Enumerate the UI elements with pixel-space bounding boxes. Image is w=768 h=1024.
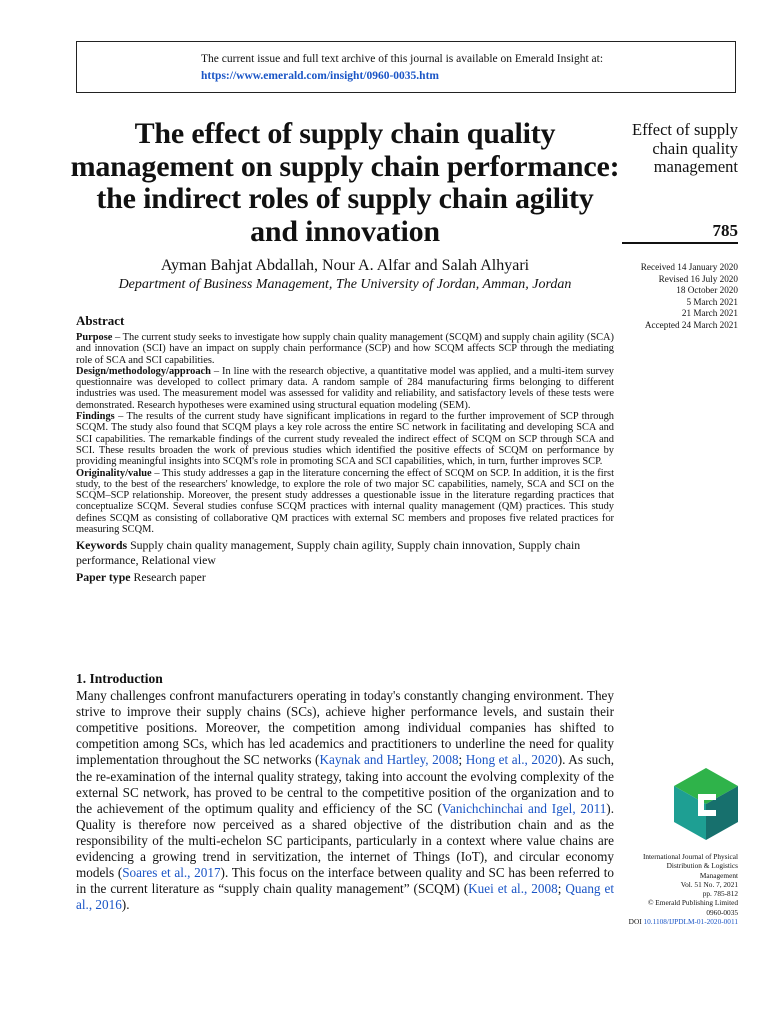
date-accepted: Accepted 24 March 2021 [644,319,738,330]
abstract-paper-type [76,570,614,585]
citation-link[interactable]: Quang et al., 2016 [76,881,615,913]
findings-text: – The results of the current study have significant implications in regard to the further improvement of SCP through SCQM. The study also found that SCQM plays a key role across the entire SC network in facilitating and developing SCA and SCI capabilities. The remarkable findings of the current study revealed the indirect effect of SCQM on SCP through SCA and SCI. These results broaden the work of previous studies which identified the positive effects of SCQM on performance by providing meaningful insights into SCQM's role in promoting SCA and SCI capabilities, which, in turn, further improves SCP. [76,411,614,468]
doi-link[interactable]: 10.1108/IJPDLM-01-2020-0011 [643,917,738,927]
intro-text: Many challenges confront manufacturers operating in today's constantly changing environment. They strive to improve their supply chains (SCs), achieve higher performance levels, and sustain their competitive positions. Moreover, the competition among individual companies has shifted to competition among SCs, which has led academics and practitioners to underline the need for quality implementation throughout the SC networks ( [76,688,614,768]
introduction-heading: 1. Introduction [76,671,163,686]
notice-url-link[interactable]: https://www.emerald.com/insight/0960-0035.htm [201,70,439,82]
citation-link[interactable]: Soares et al., 2017 [122,865,221,881]
intro-text: ). This focus on the interface between quality and SC has been referred to in the current literature as “supply chain quality management” (SCQM) ( [76,865,614,897]
citation-link[interactable]: Vanichchinchai and Igel, 2011 [441,800,607,816]
date-received: Received 14 January 2020 [640,262,738,272]
originality-label: Originality/value [76,467,152,479]
citation-link[interactable]: Kaynak and Hartley, 2008 [319,752,459,768]
date-revised-4: 21 March 2021 [681,308,738,319]
design-label: Design/methodology/approach [76,365,211,377]
journal-volume: Vol. 51 No. 7, 2021 [680,879,738,889]
date-revised: Revised 16 July 2020 [658,273,738,284]
design-text: – In line with the research objective, a quantitative model was applied, and a multi-item survey questionnaire was developed to collect primary data. A random sample of 284 manufacturing firms belonging to different industries was used. The measurement model was assessed for validity and reliability, and satisfactory levels of these tests were demonstrated. Research hypotheses were examined using structural equation modeling (SEM). [76,365,614,411]
doi-line [620,917,738,926]
journal-publisher: © Emerald Publishing Limited [647,898,738,908]
journal-issn: 0960-0035 [706,907,738,917]
journal-info [620,852,738,926]
abstract-heading: Abstract [76,313,125,328]
article-title: The effect of supply chain quality management on supply chain performance: the indirect roles of supply chain agility and innovation [70,117,620,248]
page-number: 785 [712,221,738,240]
citation-link[interactable]: Hong et al., 2020 [465,752,558,768]
introduction-section [76,671,614,913]
journal-pages: pp. 785-812 [702,889,738,899]
doi-label: DOI [628,917,644,927]
keywords-label: Keywords [76,538,128,553]
intro-text: ; [557,881,566,897]
author-list: Ayman Bahjat Abdallah, Nour A. Alfar and Salah Alhyari [160,257,530,274]
running-head-title: Effect of supply chain quality management [631,120,738,176]
citation-link[interactable]: Kuei et al., 2008 [468,881,558,897]
author-affiliation: Department of Business Management, The University of Jordan, Amman, Jordan [118,277,572,292]
introduction-paragraph [76,688,614,913]
papertype-text: Research paper [130,570,206,585]
originality-text: – This study addresses a gap in the literature concerning the effect of SCQM on SCP. In addition, it is the first study, to the best of the researchers' knowledge, to explore the role of two major SC capabilities, namely, SCA and SCI on the SCQM–SCP relationship. Moreover, the present study addresses a questionable issue in the literature regarding practices that conceptualize SCQM. Several studies confuse SCQM practices with internal quality management (QM) practices. This study defines SCQM as consisting of collaborative QM practices with external SC members and proposes five related practices for measuring SCQM. [76,467,614,536]
intro-text: ). Quality is therefore now perceived as a shared objective of the distribution chain and as the responsibility of the multi-echelon SC participants, particularly in a context where value chains are evidencing a growing trend in servitization, the internet of Things (IoT), and circular economy models ( [76,800,614,881]
crossmark-style-logo-icon[interactable] [672,766,740,842]
keywords-text: Supply chain quality management, Supply chain agility, Supply chain innovation, Supply chain performance, Relational view [76,538,581,567]
abstract-section [76,314,614,585]
journal-name-line: Distribution & Logistics [666,861,738,871]
papertype-label: Paper type [76,570,131,585]
abstract-purpose [76,332,614,366]
submission-dates [620,262,738,332]
findings-label: Findings [76,411,115,423]
journal-name-line: Management [699,870,738,880]
abstract-originality [76,468,614,536]
running-head-rule [622,242,738,244]
abstract-keywords [76,538,614,567]
abstract-design [76,366,614,411]
notice-text: The current issue and full text archive of this journal is available on Emerald Insight at: [201,53,604,65]
journal-name-line: International Journal of Physical [642,852,738,861]
intro-text: ; [458,752,466,768]
date-revised-3: 5 March 2021 [686,296,738,307]
abstract-findings [76,411,614,467]
purpose-text: – The current study seeks to investigate how supply chain quality management (SCQM) and supply chain agility (SCA) and innovation (SCI) have an impact on supply chain performance (SCP) and how SCQM affects SCP through the mediating role of SCA and SCI capabilities. [76,332,614,366]
intro-text: ). As such, the re-examination of the internal quality strategy, taking into account the evolving complexity of the external SC network, has proved to be central to the competitive position of the organization and to the achievement of the optimum quality and efficiency of the SC ( [76,752,614,816]
intro-text: ). [121,897,130,913]
journal-archive-notice [76,41,736,93]
date-revised-2: 18 October 2020 [676,285,738,296]
purpose-label: Purpose [76,332,113,343]
